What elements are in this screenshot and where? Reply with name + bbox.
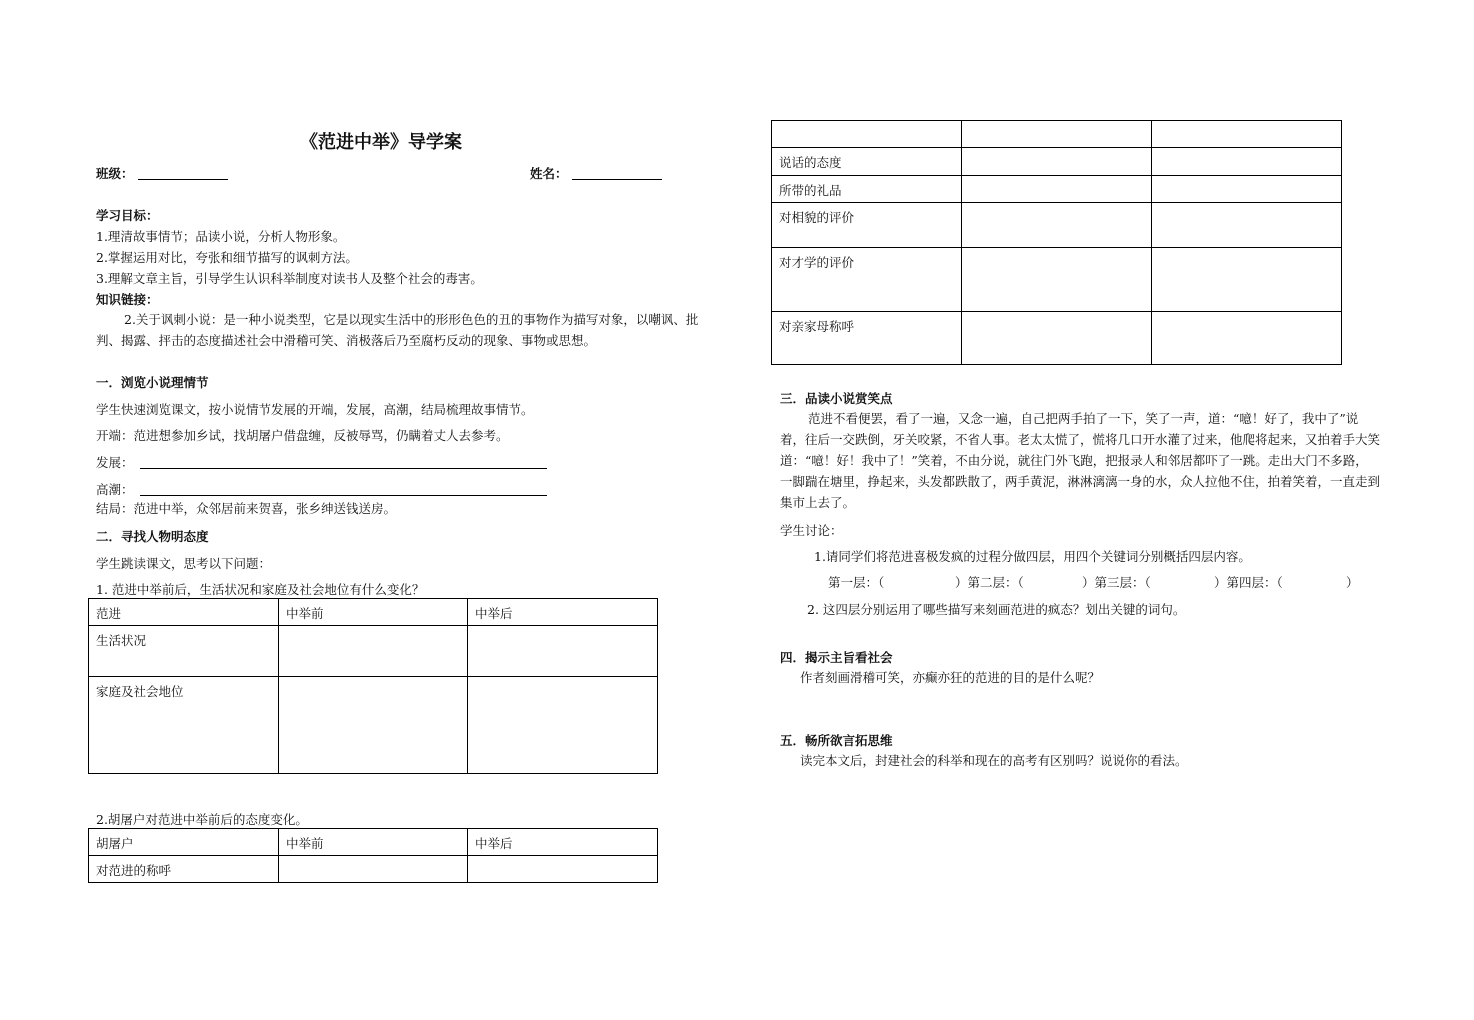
question-1: 1. 范进中举前后，生活状况和家庭及社会地位有什么变化？: [96, 582, 425, 597]
class-label: 班级：: [96, 166, 134, 181]
answer-cell[interactable]: [468, 677, 658, 774]
objective-item: 3.理解文章主旨，引导学生认识科举制度对读书人及整个社会的毒害。: [96, 271, 483, 286]
plot-start: 开端：范进想参加乡试，找胡屠户借盘缠，反被辱骂，仍瞒着丈人去参考。: [96, 428, 509, 443]
section-3-heading: 三．品读小说赏笑点: [780, 391, 893, 406]
section-3-passage: 范进不看便罢，看了一遍，又念一遍，自己把两手拍了一下，笑了一声，道：“噫！好了，我中了”说着，往后一交跌倒，牙关咬紧，不省人事。老太太慌了，慌将几口开水灌了过来，他爬将起来，又拍着手大笑道：“噫！好！我中了！”笑着，不由分说，就往门外飞跑，把报录人和邻居都吓了一跳。走出大门不多路，一脚踹在塘里，挣起来，头发都跌散了，两手黄泥，淋淋漓漓一身的水，众人拉他不住，拍着笑着，一直走到集市上去了。: [780, 411, 1381, 510]
discussion-question-1: 1.请同学们将范进喜极发疯的过程分做四层，用四个关键词分别概括四层内容。: [814, 549, 1251, 564]
header-cell: 中举后: [468, 599, 658, 626]
row-label: [772, 121, 962, 148]
answer-cell[interactable]: [962, 176, 1152, 203]
table-row: [772, 121, 1342, 148]
row-label: 对亲家母称呼: [772, 312, 962, 365]
name-field[interactable]: [572, 179, 662, 180]
answer-cell[interactable]: [279, 677, 468, 774]
answer-cell[interactable]: [962, 121, 1152, 148]
class-field[interactable]: [138, 179, 228, 180]
table-row: [772, 312, 1342, 365]
knowledge-heading: 知识链接：: [96, 292, 159, 307]
section-1-intro: 学生快速浏览课文，按小说情节发展的开端，发展，高潮，结局梳理故事情节。: [96, 402, 534, 417]
table-butcher-attitude-continued: [771, 120, 1342, 365]
table-row: [89, 626, 658, 677]
table-butcher-attitude: [88, 828, 658, 883]
answer-cell[interactable]: [1152, 148, 1342, 176]
header-cell: 胡屠户: [89, 829, 279, 856]
table-row: [772, 248, 1342, 312]
section-5-question: 读完本文后，封建社会的科举和现在的高考有区别吗？说说你的看法。: [800, 753, 1188, 768]
table-row: [772, 148, 1342, 176]
plot-climax-label: 高潮：: [96, 482, 134, 497]
plot-ending: 结局：范进中举，众邻居前来贺喜，张乡绅送钱送房。: [96, 501, 397, 516]
section-5-heading: 五．畅所欲言拓思维: [780, 733, 893, 748]
row-label: 对相貌的评价: [772, 203, 962, 248]
objective-item: 2.掌握运用对比，夸张和细节描写的讽刺方法。: [96, 250, 358, 265]
answer-cell[interactable]: [279, 856, 468, 883]
row-label: 生活状况: [89, 626, 279, 677]
answer-cell[interactable]: [1152, 121, 1342, 148]
answer-cell[interactable]: [962, 203, 1152, 248]
answer-cell[interactable]: [1152, 176, 1342, 203]
table-row: [89, 856, 658, 883]
question-2: 2.胡屠户对范进中举前后的态度变化。: [96, 812, 308, 827]
row-label: 家庭及社会地位: [89, 677, 279, 774]
section-2-heading: 二．寻找人物明态度: [96, 529, 209, 544]
header-cell: 范进: [89, 599, 279, 626]
section-2-intro: 学生跳读课文，思考以下问题：: [96, 556, 272, 571]
answer-cell[interactable]: [962, 148, 1152, 176]
plot-development-label: 发展：: [96, 455, 134, 470]
layer-3-label: ）第三层：（: [1082, 575, 1151, 590]
knowledge-text: 2.关于讽刺小说：是一种小说类型，它是以现实生活中的形形色色的丑的事物作为描写对象，以嘲讽、批判、揭露、抨击的态度描述社会中滑稽可笑、消极落后乃至腐朽反动的现象、事物或思想。: [96, 312, 699, 348]
section-4-question: 作者刻画滑稽可笑，亦癫亦狂的范进的目的是什么呢？: [800, 670, 1101, 685]
answer-cell[interactable]: [279, 626, 468, 677]
plot-climax-field[interactable]: [140, 495, 547, 496]
row-label: 对才学的评价: [772, 248, 962, 312]
table-row: [89, 677, 658, 774]
layer-4-label: ）第四层：（: [1214, 575, 1283, 590]
name-label: 姓名：: [530, 166, 568, 181]
answer-cell[interactable]: [468, 856, 658, 883]
page-title: 《范进中举》导学案: [300, 132, 462, 153]
row-label: 所带的礼品: [772, 176, 962, 203]
plot-development-field[interactable]: [140, 468, 547, 469]
header-cell: 中举后: [468, 829, 658, 856]
layer-close: ）: [1346, 575, 1359, 590]
table-row: [772, 203, 1342, 248]
answer-cell[interactable]: [962, 312, 1152, 365]
table-header-row: [89, 829, 658, 856]
header-cell: 中举前: [279, 599, 468, 626]
discussion-question-2: 2. 这四层分别运用了哪些描写来刻画范进的疯态？划出关键的词句。: [807, 602, 1186, 617]
row-label: 对范进的称呼: [89, 856, 279, 883]
layer-1-label: 第一层：（: [828, 575, 885, 590]
discussion-label: 学生讨论：: [780, 523, 843, 538]
table-row: [772, 176, 1342, 203]
table-fanjin-change: [88, 598, 658, 774]
section-4-heading: 四．揭示主旨看社会: [780, 650, 893, 665]
answer-cell[interactable]: [1152, 203, 1342, 248]
table-header-row: [89, 599, 658, 626]
layer-2-label: ）第二层：（: [955, 575, 1024, 590]
row-label: 说话的态度: [772, 148, 962, 176]
answer-cell[interactable]: [962, 248, 1152, 312]
answer-cell[interactable]: [1152, 248, 1342, 312]
answer-cell[interactable]: [1152, 312, 1342, 365]
header-cell: 中举前: [279, 829, 468, 856]
section-1-heading: 一．浏览小说理情节: [96, 375, 209, 390]
answer-cell[interactable]: [468, 626, 658, 677]
objective-item: 1.理清故事情节；品读小说，分析人物形象。: [96, 229, 346, 244]
objectives-heading: 学习目标：: [96, 208, 159, 223]
